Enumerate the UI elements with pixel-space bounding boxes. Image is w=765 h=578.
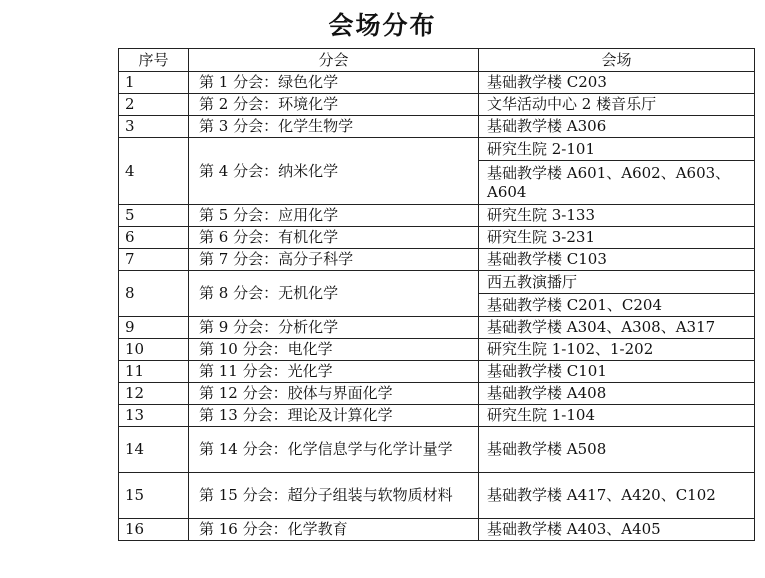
table-header-row: [119, 49, 755, 72]
venue-name: 研究生院 2-101: [479, 138, 755, 161]
venue-name: 基础教学楼 A417、A420、C102: [479, 473, 755, 519]
session-name: 第 5 分会：应用化学: [189, 205, 479, 227]
session-name: 第 6 分会：有机化学: [189, 227, 479, 249]
table-row: [119, 72, 755, 94]
session-name: 第 14 分会：化学信息学与化学计量学: [189, 427, 479, 473]
row-number: 1: [119, 72, 189, 94]
row-number: 3: [119, 116, 189, 138]
venue-name: 基础教学楼 A306: [479, 116, 755, 138]
session-name: 第 2 分会：环境化学: [189, 94, 479, 116]
venue-name: 基础教学楼 A508: [479, 427, 755, 473]
session-name: 第 3 分会：化学生物学: [189, 116, 479, 138]
session-name: 第 16 分会：化学教育: [189, 519, 479, 541]
row-number: 2: [119, 94, 189, 116]
header-venue: 会场: [479, 49, 755, 72]
session-name: 第 8 分会：无机化学: [189, 271, 479, 317]
session-name: 第 9 分会：分析化学: [189, 317, 479, 339]
row-number: 6: [119, 227, 189, 249]
venue-name: 基础教学楼 A304、A308、A317: [479, 317, 755, 339]
session-name: 第 4 分会：纳米化学: [189, 138, 479, 205]
table-row: [119, 519, 755, 541]
venue-name: 研究生院 1-102、1-202: [479, 339, 755, 361]
venue-name: 基础教学楼 C101: [479, 361, 755, 383]
table-row: [119, 116, 755, 138]
table-row: [119, 383, 755, 405]
row-number: 8: [119, 271, 189, 317]
row-number: 5: [119, 205, 189, 227]
table-row: [119, 94, 755, 116]
session-name: 第 7 分会：高分子科学: [189, 249, 479, 271]
header-no: 序号: [119, 49, 189, 72]
venue-name: 基础教学楼 A601、A602、A603、A604: [479, 161, 755, 205]
session-name: 第 12 分会：胶体与界面化学: [189, 383, 479, 405]
table-row: [119, 427, 755, 473]
venue-table: [118, 48, 755, 541]
venue-name: 研究生院 1-104: [479, 405, 755, 427]
header-session: 分会: [189, 49, 479, 72]
session-name: 第 11 分会：光化学: [189, 361, 479, 383]
venue-name: 西五教演播厅: [479, 271, 755, 294]
session-name: 第 1 分会：绿色化学: [189, 72, 479, 94]
row-number: 14: [119, 427, 189, 473]
table-row: [119, 361, 755, 383]
table-row: [119, 227, 755, 249]
row-number: 16: [119, 519, 189, 541]
table-body: [119, 72, 755, 541]
table-row: [119, 205, 755, 227]
venue-name: 文华活动中心 2 楼音乐厅: [479, 94, 755, 116]
table-row: [119, 271, 755, 294]
venue-name: 基础教学楼 C103: [479, 249, 755, 271]
venue-name: 研究生院 3-133: [479, 205, 755, 227]
venue-name: 研究生院 3-231: [479, 227, 755, 249]
row-number: 15: [119, 473, 189, 519]
session-name: 第 13 分会：理论及计算化学: [189, 405, 479, 427]
page-title: 会场分布: [328, 11, 437, 40]
table-row: [119, 317, 755, 339]
row-number: 7: [119, 249, 189, 271]
row-number: 9: [119, 317, 189, 339]
venue-name: 基础教学楼 A403、A405: [479, 519, 755, 541]
row-number: 11: [119, 361, 189, 383]
table-row: [119, 405, 755, 427]
session-name: 第 10 分会：电化学: [189, 339, 479, 361]
row-number: 10: [119, 339, 189, 361]
venue-name: 基础教学楼 C203: [479, 72, 755, 94]
table-row: [119, 249, 755, 271]
row-number: 4: [119, 138, 189, 205]
row-number: 12: [119, 383, 189, 405]
venue-name: 基础教学楼 C201、C204: [479, 294, 755, 317]
table-row: [119, 473, 755, 519]
row-number: 13: [119, 405, 189, 427]
session-name: 第 15 分会：超分子组装与软物质材料: [189, 473, 479, 519]
table-row: [119, 339, 755, 361]
venue-name: 基础教学楼 A408: [479, 383, 755, 405]
table-row: [119, 138, 755, 161]
